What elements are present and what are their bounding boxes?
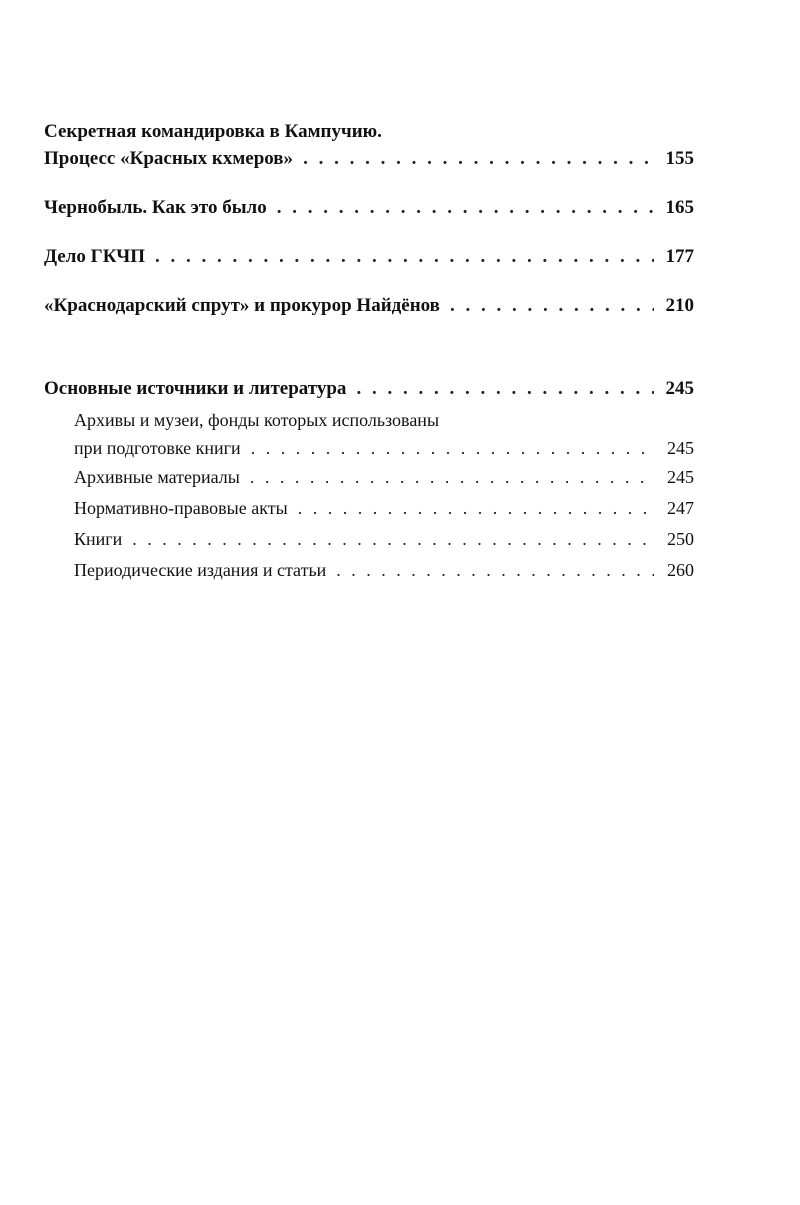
toc-entry-title: Чернобыль. Как это было <box>44 197 267 218</box>
toc-entry-title: Основные источники и литература <box>44 378 347 399</box>
toc-entry-sources[interactable] <box>44 375 694 402</box>
toc-entry-title-line1: Секретная командировка в Кампучию. <box>44 121 382 142</box>
dot-leader <box>356 375 654 402</box>
toc-entry-title: Процесс «Красных кхмеров» <box>44 148 294 169</box>
toc-page-number: 260 <box>667 560 694 580</box>
toc-subentry-books[interactable] <box>74 524 694 555</box>
toc-subentry-title-line1: Архивы и музеи, фонды которых использованы <box>74 410 440 430</box>
dot-leader <box>132 524 654 555</box>
toc-page-number: 247 <box>667 498 694 518</box>
toc-subentry-periodicals[interactable] <box>74 555 694 586</box>
toc-subentry-title: Нормативно-правовые акты <box>74 498 288 518</box>
dot-leader <box>303 145 654 172</box>
dot-leader <box>298 493 654 524</box>
toc-page-number: 210 <box>665 295 694 316</box>
toc-subentry-title: Периодические издания и статьи <box>74 560 327 580</box>
toc-page-number: 245 <box>667 467 694 487</box>
table-of-contents <box>44 118 694 586</box>
toc-page-number: 245 <box>665 378 694 399</box>
toc-page-number: 245 <box>667 438 694 458</box>
toc-subentry-title: Книги <box>74 529 123 549</box>
toc-entry-krasnodar[interactable] <box>44 292 694 319</box>
dot-leader <box>277 194 654 221</box>
toc-page-number: 165 <box>665 197 694 218</box>
toc-page-number: 250 <box>667 529 694 549</box>
toc-subentry-title: при подготовке книги <box>74 438 241 458</box>
toc-subentry-archive-materials[interactable] <box>74 462 694 493</box>
toc-entry-title: Дело ГКЧП <box>44 246 145 267</box>
toc-subentry-title: Архивные материалы <box>74 467 240 487</box>
dot-leader <box>336 555 654 586</box>
toc-entry-title: «Краснодарский спрут» и прокурор Найдёнов <box>44 295 440 316</box>
toc-subentries <box>44 406 694 586</box>
toc-page-number: 155 <box>665 148 694 169</box>
dot-leader <box>250 462 654 493</box>
dot-leader <box>450 292 654 319</box>
dot-leader <box>155 243 654 270</box>
dot-leader <box>251 434 654 462</box>
toc-entry-kampuchea[interactable] <box>44 118 694 172</box>
toc-subentry-legal-acts[interactable] <box>74 493 694 524</box>
toc-entry-chernobyl[interactable] <box>44 194 694 221</box>
toc-page-number: 177 <box>665 246 694 267</box>
toc-entry-gkchp[interactable] <box>44 243 694 270</box>
toc-subentry-archives-museums[interactable] <box>74 406 694 462</box>
